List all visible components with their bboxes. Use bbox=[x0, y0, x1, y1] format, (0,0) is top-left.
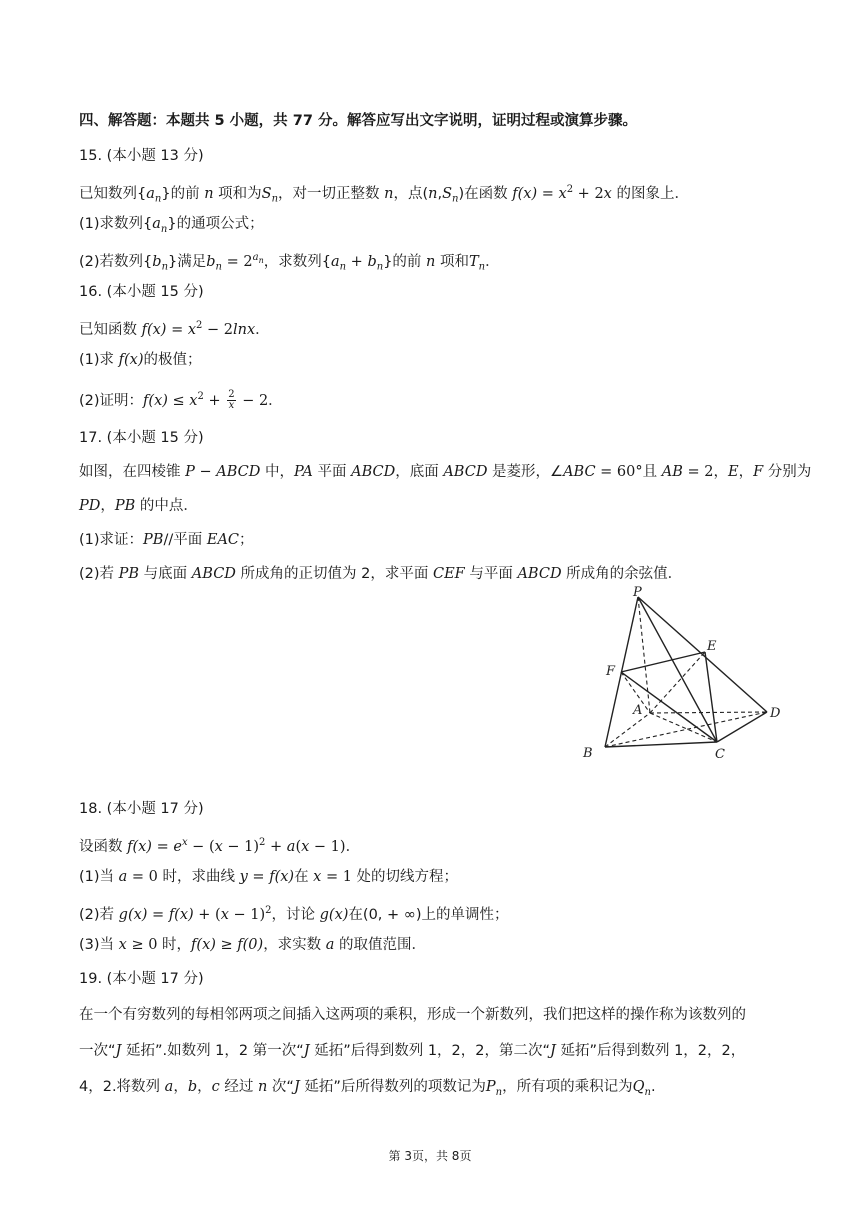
label-E: E bbox=[707, 639, 717, 654]
q18-part3: (3)当 x ≥ 0 时，f(x) ≥ f(0)，求实数 a 的取值范围． bbox=[79, 937, 427, 953]
q17-part1: (1)求证：PB//平面 EAC； bbox=[79, 532, 254, 548]
label-D: D bbox=[770, 706, 781, 721]
q17-line1: 如图，在四棱锥 P − ABCD 中，PA 平面 ABCD，底面 ABCD 是菱形，∠ABC = 60°且 AB = 2，E，F 分别为 bbox=[79, 464, 812, 480]
edge-FE bbox=[621, 652, 705, 672]
label-A: A bbox=[633, 703, 643, 718]
q17-line2: PD，PB 的中点． bbox=[79, 498, 198, 514]
q18-part1: (1)当 a = 0 时，求曲线 y = f(x)在 x = 1 处的切线方程； bbox=[79, 869, 459, 885]
q19-header: 19. (本小题 17 分) bbox=[79, 971, 204, 987]
q16-part2: (2)证明：$f(x) \le x^2$ + $\frac{2}{x}$ − 2． bbox=[79, 389, 283, 412]
q15-part1: (1)求数列$\{a_n\}$的通项公式； bbox=[79, 216, 264, 235]
q15-header: 15. (本小题 13 分) bbox=[79, 148, 204, 164]
page-footer: 第 3页，共 8页 bbox=[388, 1149, 472, 1163]
label-F: F bbox=[606, 664, 616, 679]
q17-header: 17. (本小题 15 分) bbox=[79, 430, 204, 446]
q17-part2: (2)若 PB 与底面 ABCD 所成角的正切值为 2，求平面 CEF 与平面 ABCD 所成角的余弦值． bbox=[79, 566, 683, 582]
label-P: P bbox=[633, 585, 642, 600]
q16-stem: 已知函数 $f(x) = x^2 - 2\ln x$． bbox=[79, 320, 270, 338]
edge-PC bbox=[638, 597, 717, 742]
section-title: 四、解答题：本题共 5 小题，共 77 分。解答应写出文字说明，证明过程或演算步骤。 bbox=[79, 113, 637, 129]
q16-part1: (1)求 f(x)的极值； bbox=[79, 352, 202, 368]
q19-line1: 在一个有穷数列的每相邻两项之间插入这两项的乘积，形成一个新数列，我们把这样的操作称为该数列的 bbox=[79, 1007, 746, 1023]
edge-CD bbox=[717, 712, 767, 742]
pyramid-figure bbox=[578, 582, 798, 767]
label-B: B bbox=[583, 746, 593, 761]
q18-part2: (2)若 $g(x) = f(x) + (x - 1)^2$，讨论 g(x)在(0, + ∞)上的单调性； bbox=[79, 905, 509, 923]
q18-stem: 设函数 $f(x) = e^x - (x - 1)^2 + a(x - 1)$． bbox=[79, 837, 361, 855]
label-C: C bbox=[715, 747, 725, 762]
q18-header: 18. (本小题 17 分) bbox=[79, 801, 204, 817]
q15-stem: 已知数列$\{a_n\}$的前 n 项和为$S_n$，对一切正整数 n，点$(n,S_n)$在函数 $f(x) = x^2 + 2x$ 的图象上． bbox=[79, 184, 689, 205]
fraction-2-over-x: $\frac{2}{x}$ bbox=[228, 389, 235, 412]
edge-AD bbox=[650, 712, 767, 713]
q15-part2: (2)若数列$\{b_n\}$满足$b_n = 2^{a_n}$，求数列$\{a_n + b_n\}$的前 n 项和$T_n$． bbox=[79, 252, 500, 273]
edge-BC bbox=[605, 742, 717, 747]
q16-header: 16. (本小题 15 分) bbox=[79, 284, 204, 300]
edge-BD bbox=[605, 712, 767, 747]
q19-line2: 一次“J 延拓”.如数列 1，2 第一次“J 延拓”后得到数列 1，2，2，第二次“J 延拓”后得到数列 1，2，2， bbox=[79, 1043, 746, 1059]
q19-line3: 4，2.将数列 a，b，c 经过 n 次“J 延拓”后所得数列的项数记为$P_n$，所有项的乘积记为$Q_n$. bbox=[79, 1079, 656, 1098]
